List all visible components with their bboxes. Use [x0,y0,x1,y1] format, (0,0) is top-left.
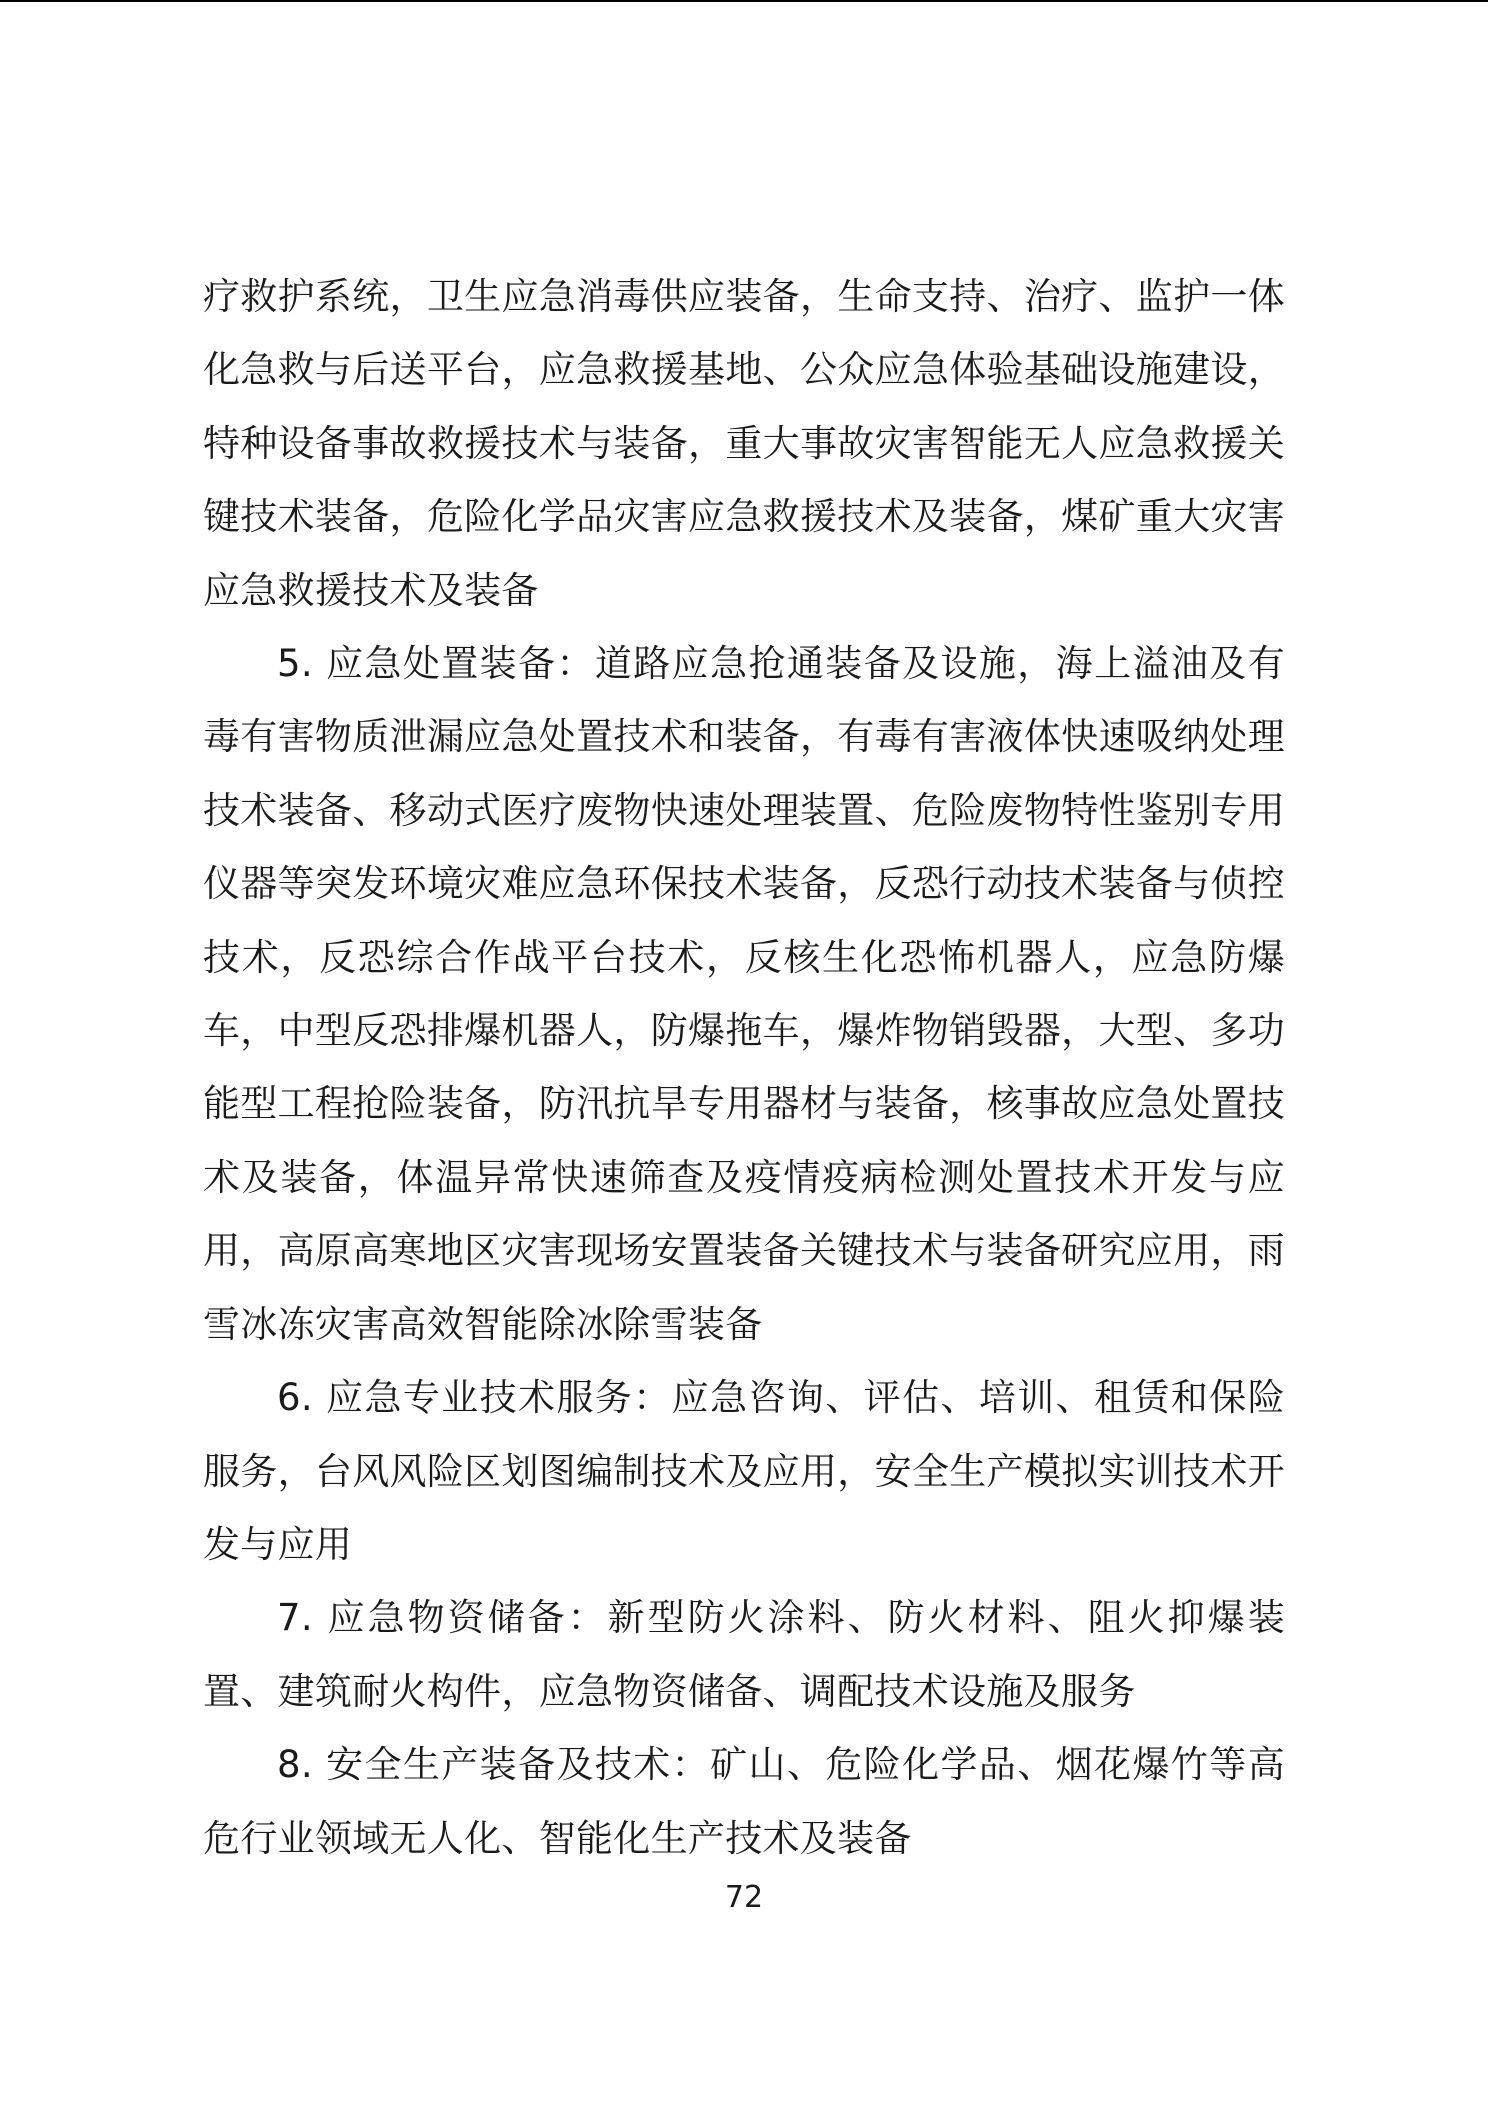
paragraph-item-8: 8. 安全生产装备及技术：矿山、危险化学品、烟花爆竹等高危行业领域无人化、智能化生产技术及装备 [203,1743,1285,1860]
paragraph-continuation: 疗救护系统，卫生应急消毒供应装备，生命支持、治疗、监护一体化急救与后送平台，应急救援基地、公众应急体验基础设施建设，特种设备事故救援技术与装备，重大事故灾害智能无人应急救援关键技术装备，危险化学品灾害应急救援技术及装备，煤矿重大灾害应急救援技术及装备 [203,275,1285,612]
body-text [203,260,1285,1875]
paragraph-item-6: 6. 应急专业技术服务：应急咨询、评估、培训、租赁和保险服务，台风风险区划图编制技术及应用，安全生产模拟实训技术开发与应用 [203,1376,1285,1566]
paragraph-item-7: 7. 应急物资储备：新型防火涂料、防火材料、阻火抑爆装置、建筑耐火构件，应急物资储备、调配技术设施及服务 [203,1596,1285,1713]
page-number: 72 [724,1880,764,1915]
paragraph-item-5: 5. 应急处置装备：道路应急抢通装备及设施，海上溢油及有毒有害物质泄漏应急处置技术和装备，有毒有害液体快速吸纳处理技术装备、移动式医疗废物快速处理装置、危险废物特性鉴别专用仪器等突发环境灾难应急环保技术装备，反恐行动技术装备与侦控技术，反恐综合作战平台技术，反核生化恐怖机器人，应急防爆车，中型反恐排爆机器人，防爆拖车，爆炸物销毁器，大型、多功能型工程抢险装备，防汛抗旱专用器材与装备，核事故应急处置技术及装备，体温异常快速筛查及疫情疫病检测处置技术开发与应用，高原高寒地区灾害现场安置装备关键技术与装备研究应用，雨雪冰冻灾害高效智能除冰除雪装备 [203,642,1285,1346]
